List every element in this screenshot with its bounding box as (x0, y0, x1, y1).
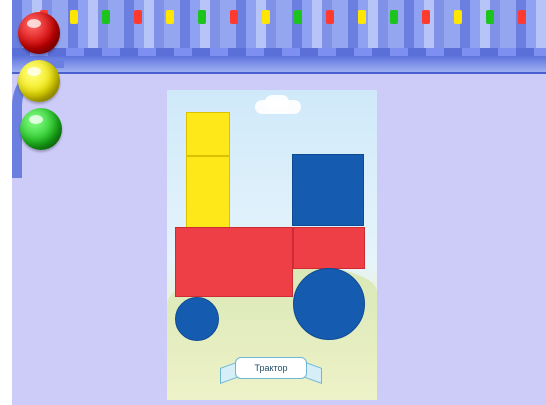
decor-tile (518, 10, 526, 24)
decor-tile (70, 10, 78, 24)
decor-tile (102, 10, 110, 24)
decor-tile (166, 10, 174, 24)
decor-tile (390, 10, 398, 24)
blue-large-circle[interactable] (293, 268, 365, 340)
red-small-rectangle[interactable] (293, 227, 365, 269)
decor-tile (422, 10, 430, 24)
picture-card (167, 90, 377, 400)
red-large-rectangle[interactable] (175, 227, 293, 297)
yellow-rectangle[interactable] (186, 156, 230, 228)
decor-tile (486, 10, 494, 24)
decor-tile (262, 10, 270, 24)
decor-tile (454, 10, 462, 24)
green-ball-button[interactable] (20, 108, 62, 150)
decor-tile (198, 10, 206, 24)
blue-square[interactable] (292, 154, 364, 226)
decor-tile (358, 10, 366, 24)
yellow-ball-button[interactable] (18, 60, 60, 102)
decor-tile (230, 10, 238, 24)
decor-tile (294, 10, 302, 24)
decorative-ribbon (12, 56, 546, 74)
red-ball-button[interactable] (18, 12, 60, 54)
decor-tile (326, 10, 334, 24)
blue-small-circle[interactable] (175, 297, 219, 341)
cloud (265, 95, 289, 109)
picture-label-banner (224, 355, 318, 381)
decor-tile (134, 10, 142, 24)
yellow-square[interactable] (186, 112, 230, 156)
picture-label: Трактор (235, 357, 307, 379)
